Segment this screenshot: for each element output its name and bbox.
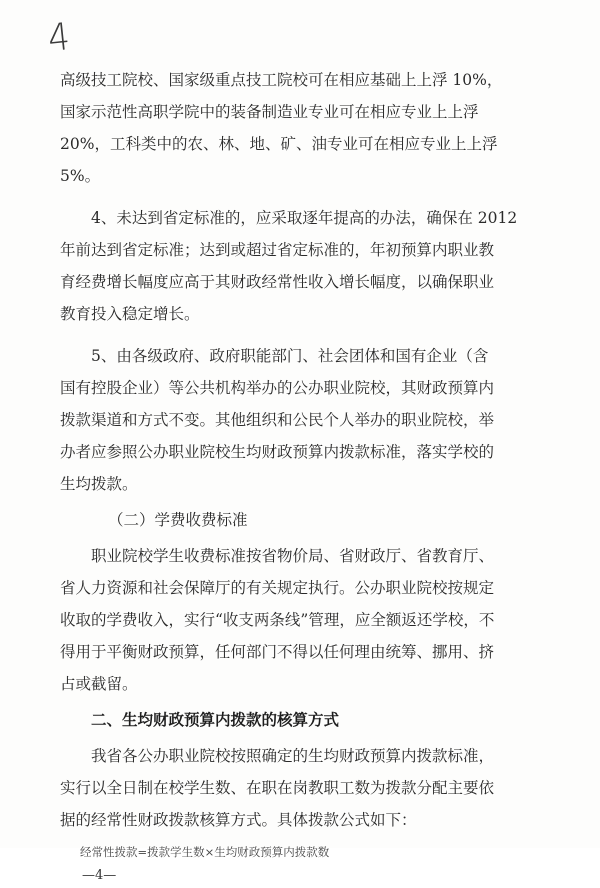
paragraph-1 [60,64,520,192]
text-line: 育经费增长幅度应高于其财政经常性收入增长幅度，以确保职业 [60,273,495,291]
text-line: 占或截留。 [60,675,138,693]
text-line: 国家示范性高职学院中的装备制造业专业可在相应专业上上浮 [60,103,479,121]
text-line: 20%，工科类中的农、林、地、矿、油专业可在相应专业上上浮 [60,135,498,153]
text-line: 生均拨款。 [60,475,138,493]
text-line: 拨款渠道和方式不变。其他组织和公民个人举办的职业院校，举 [60,411,495,429]
text-line: 国有控股企业）等公共机构举办的公办职业院校，其财政预算内 [60,379,495,397]
text-line: 得用于平衡财政预算，任何部门不得以任何理由统筹、挪用、挤 [60,643,495,661]
text-line: 省人力资源和社会保障厅的有关规定执行。公办职业院校按规定 [60,579,495,597]
text-line: 实行以全日制在校学生数、在职在岗教职工数为拨款分配主要依 [60,779,495,797]
text-line: 5、由各级政府、政府职能部门、社会团体和国有企业（含 [91,347,489,365]
text-line: 办者应参照公办职业院校生均财政预算内拨款标准，落实学校的 [60,443,495,461]
page-number: —4— [82,868,117,883]
formula-text: 经常性拨款=拨款学生数×生均财政预算内拨款数 [80,845,330,859]
text-line: 4、未达到省定标准的，应采取逐年提高的办法，确保在 2012 [91,209,518,227]
text-line: 5%。 [60,167,101,185]
paragraph-5 [60,740,520,836]
text-line: 职业院校学生收费标准按省物价局、省财政厅、省教育厅、 [91,547,495,565]
text-line: 收取的学费收入，实行“收支两条线”管理，应全额返还学校，不 [60,611,495,629]
paragraph-3 [60,340,520,500]
handwritten-page-mark: 4 [45,14,72,62]
text-line: 据的经常性财政拨款核算方式。具体拨款公式如下： [60,811,417,829]
text-line: 我省各公办职业院校按照确定的生均财政预算内拨款标准， [91,747,495,765]
text-line: 年前达到省定标准；达到或超过省定标准的，年初预算内职业教 [60,241,495,259]
text-line: 高级技工院校、国家级重点技工院校可在相应基础上上浮 10%， [60,71,503,89]
section-subheading: （二）学费收费标准 [108,511,248,529]
document-body [60,64,520,888]
paragraph-2 [60,202,520,330]
section-heading: 二、生均财政预算内拨款的核算方式 [91,710,340,729]
text-line: 教育投入稳定增长。 [60,305,200,323]
paragraph-4 [60,540,520,700]
